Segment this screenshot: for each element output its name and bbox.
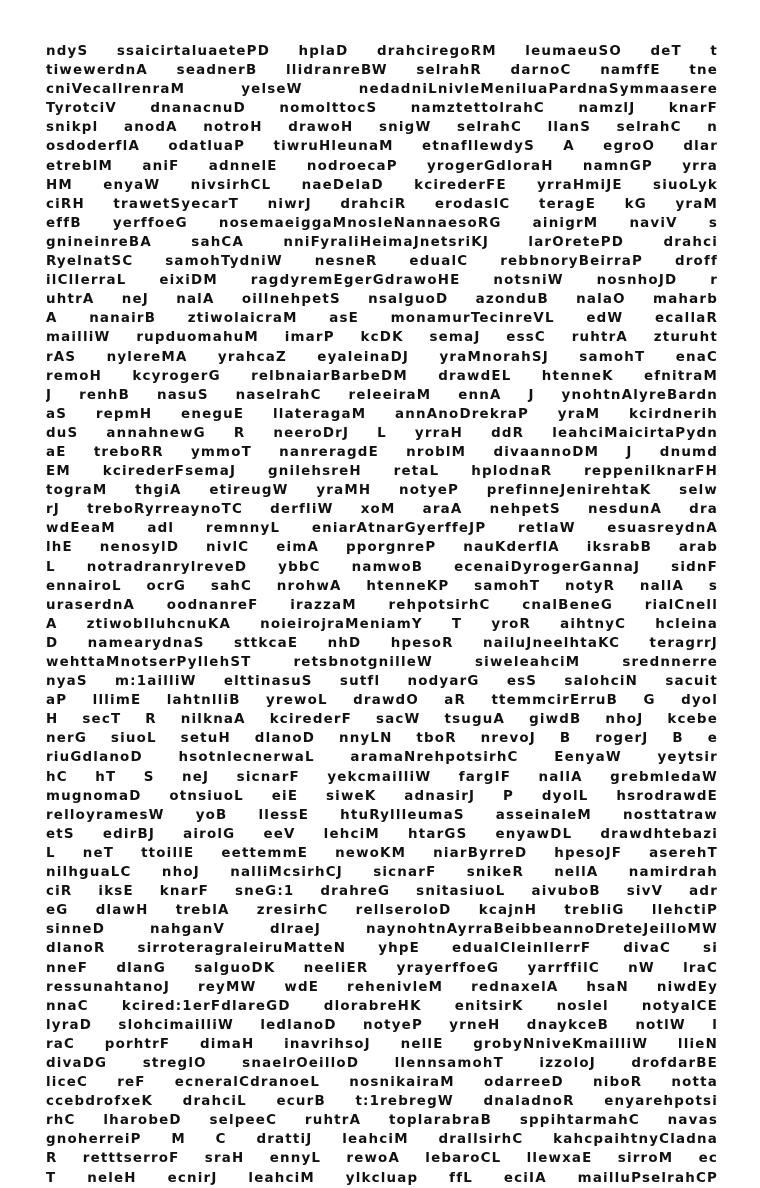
- text-line: aS repmH eneguE llateragaM annAnoDrekraP yraM kcirdnerih: [46, 406, 718, 422]
- text-line: T neleH ecnirJ leahciM ylkcluap ffL eciIA mailluPselrahCP: [46, 1170, 718, 1186]
- text-line: lhE nenosylD nivlC eimA pporgnreP nauKderflA iksrabB arab: [46, 540, 718, 556]
- text-line: ilClIerraL eixiDM ragdyremEgerGdrawoHE notsniW nosnhoJD r: [46, 273, 718, 289]
- text-line: snikpl anodA notroH drawoH snigW selrahC llanS selrahC n: [46, 120, 718, 136]
- text-line: TyrotciV dnanacnuD nomolttocS namztettolrahC namzlJ knarF: [46, 101, 718, 117]
- text-line: gnoherreiP M C drattiJ leahciM drallsirhC kahcpaihtnyCladna: [46, 1132, 718, 1148]
- text-line: wdEeaM adl remnnyL eniarAtnarGyerffeJP retlaW esuasreydnA: [46, 521, 718, 537]
- text-line: sinneD nahganV dlraeJ naynohtnAyrraBeibbeannoDreteJeilloMW: [46, 922, 718, 938]
- text-line: riuGdlanoD hsotnlecnerwaL aramaNrehpotsirhC EenyaW yeytsir: [46, 750, 718, 766]
- text-line: lyraD slohcimailliW ledlanoD notyeP yrneH dnaykceB notlW l: [46, 1017, 718, 1033]
- text-line: dlanoR sirroteragraleiruMatteN yhpE edualCleinllerrF divaC si: [46, 941, 718, 957]
- text-line: RyelnatSC samohTydniW nesneR edualC rebbnoryBeirraP droff: [46, 254, 718, 270]
- text-line: duS annahnewG R neeroDrJ L yrraH ddR leahciMaicirtaPydn: [46, 425, 718, 441]
- text-line: raC porhtrF dimaH inavrihsoJ nellE grobyNniveKmailliW llieN: [46, 1036, 718, 1052]
- text-line: rhC lharobeD selpeeC ruhtrA toplarabraB sppihtarmahC navas: [46, 1113, 718, 1129]
- text-line: HM enyaW nivsirhCL naeDelaD kcirederFE yrraHmiJE siuoLyk: [46, 177, 718, 193]
- text-line: mailliW rupduomahuM imarP kcDK semaJ essC ruhtrA zturuht: [46, 330, 718, 346]
- text-line: gnineinreBA sahCA nniFyraliHeimaJnetsriKJ larOretePD drahci: [46, 234, 718, 250]
- text-line: R retttserroF sraH ennyL rewoA lebaroCL llewxaE sirroM ec: [46, 1151, 718, 1167]
- text-line: L notradranrylreveD ybbC namwoB ecenaiDyrogerGannaJ sidnF: [46, 559, 718, 575]
- text-line: mugnomaD otnsiuoL eiE siweK adnasirJ P dyolL hsrodrawdE: [46, 788, 718, 804]
- text-line: liceC reF ecneralCdranoeL nosnikairaM odarreeD niboR notta: [46, 1075, 718, 1091]
- text-line: A nanairB ztiwolaicraM asE monamurTecinreVL edW ecallaR: [46, 311, 718, 327]
- text-line: aP lllimE lahtnlliB yrewoL drawdO aR ttemmcirErruB G dyol: [46, 693, 718, 709]
- text-line: osdoderflA odatluaP tiwruHleunaM etnafllewdyS A egroO dlar: [46, 139, 718, 155]
- text-line: etreblM aniF adnnelE nodroecaP yrogerGdloraH namnGP yrra: [46, 158, 718, 174]
- text-line: J renhB nasuS naselrahC releeiraM ennA J ynohtnAlyreBardn: [46, 387, 718, 403]
- text-line: D namearydnaS sttkcaE nhD hpesoR nailuJneelhtaKC teragrrJ: [46, 635, 718, 651]
- text-line: nneF dlanG salguoDK neeliER yrayerffoeG yarrffilC nW lraC: [46, 960, 718, 976]
- text-line: L neT ttoillE eettemmE newoKM niarByrreD hpesoJF aserehT: [46, 845, 718, 861]
- text-line: ndyS ssaicirtaluaetePD hplaD drahciregoRM leumaeuSO deT t: [46, 44, 718, 59]
- text-line: ressunahtanoJ reyMW wdE rehenivleM rednaxelA hsaN niwdEy: [46, 979, 718, 995]
- text-line: remoH kcyrogerG relbnaiarBarbeDM drawdEL htenneK efnitraM: [46, 368, 718, 384]
- text-line: A ztiwobIluhcnuKA noieirojraMeniamY T yroR aihtnyC hcleina: [46, 616, 718, 632]
- text-line: uhtrA neJ nalA oillnehpetS nsalguoD azonduB nalaO maharb: [46, 292, 718, 308]
- text-line: ciRH trawetSyecarT niwrJ drahciR erodaslC teragE kG yraM: [46, 196, 718, 212]
- text-line: etS edirBJ airolG eeV lehciM htarGS enyawDL drawdhtebazi: [46, 826, 718, 842]
- text-line: tiwewerdnA seadnerB llidranreBW selrahR darnoC namffE tne: [46, 63, 718, 79]
- text-line: nyaS m:1ailliW elttinasuS sutfl nodyarG esS salohciN sacuit: [46, 674, 718, 690]
- text-line: eG dlawH treblA zresirhC rellseroloD kcajnH trebliG llehctiP: [46, 903, 718, 919]
- text-line: divaDG streglO snaelrOeilloD llennsamohT izzoloJ drofdarBE: [46, 1055, 718, 1071]
- text-line: tograM thgiA etireugW yraMH notyeP prefinneJenirehtaK selw: [46, 483, 718, 499]
- text-line: uraserdnA oodnanreF irazzaM rehpotsirhC cnalBeneG rialCnell: [46, 597, 718, 613]
- text-line: EM kcirederFsemaJ gnilehsreH retaL hplodnaR reppenilknarFH: [46, 464, 718, 480]
- text-line: ccebdrofxeK drahciL ecurB t:1rebregW dnaladnoR enyarehpotsi: [46, 1094, 718, 1110]
- text-line: hC hT S neJ sicnarF yekcmailliW fargIF nallA grebmledaW: [46, 769, 718, 785]
- text-line: ciR iksE knarF sneG:1 drahreG snitasiuoL aivuboB sivV adr: [46, 884, 718, 900]
- text-line: cniVecallrenraM yelseW nedadniLnivleMeniluaPardnaSymmaasere: [46, 82, 718, 98]
- text-line: relloyramesW yoB llessE htuRyllleumaS asseinaleM nosttatraw: [46, 807, 718, 823]
- text-line: H secT R nilknaA kcirederF sacW tsuguA giwdB nhoJ kcebe: [46, 712, 718, 728]
- text-line: rAS nylereMA yrahcaZ eyaleinaDJ yraMnorahSJ samohT enaC: [46, 349, 718, 365]
- text-line: aE treboRR ymmoT nanreragdE nroblM divaannoDM J dnumd: [46, 444, 718, 460]
- document-body: [46, 42, 718, 1188]
- text-line: effB yerffoeG nosemaeiggaMnosleNannaesoRG ainigrM naviV s: [46, 215, 718, 231]
- text-line: rJ treboRyrreaynoTC derfliW xoM araA nehpetS nesdunA dra: [46, 502, 718, 518]
- text-line: nerG siuoL setuH dlanoD nnyLN tboR nrevoJ B rogerJ B e: [46, 731, 718, 747]
- text-line: nilhguaLC nhoJ nalliMcsirhCJ sicnarF snikeR nellA namirdrah: [46, 865, 718, 881]
- text-line: wehttaMnotserPyllehST retsbnotgnilleW siweleahciM srednnerre: [46, 655, 718, 670]
- text-line: ennairoL ocrG sahC nrohwA htenneKP samohT notyR nallA s: [46, 578, 718, 594]
- text-line: nnaC kcired:1erFdlareGD dlorabreHK enitsirK noslel notyalCE: [46, 998, 718, 1014]
